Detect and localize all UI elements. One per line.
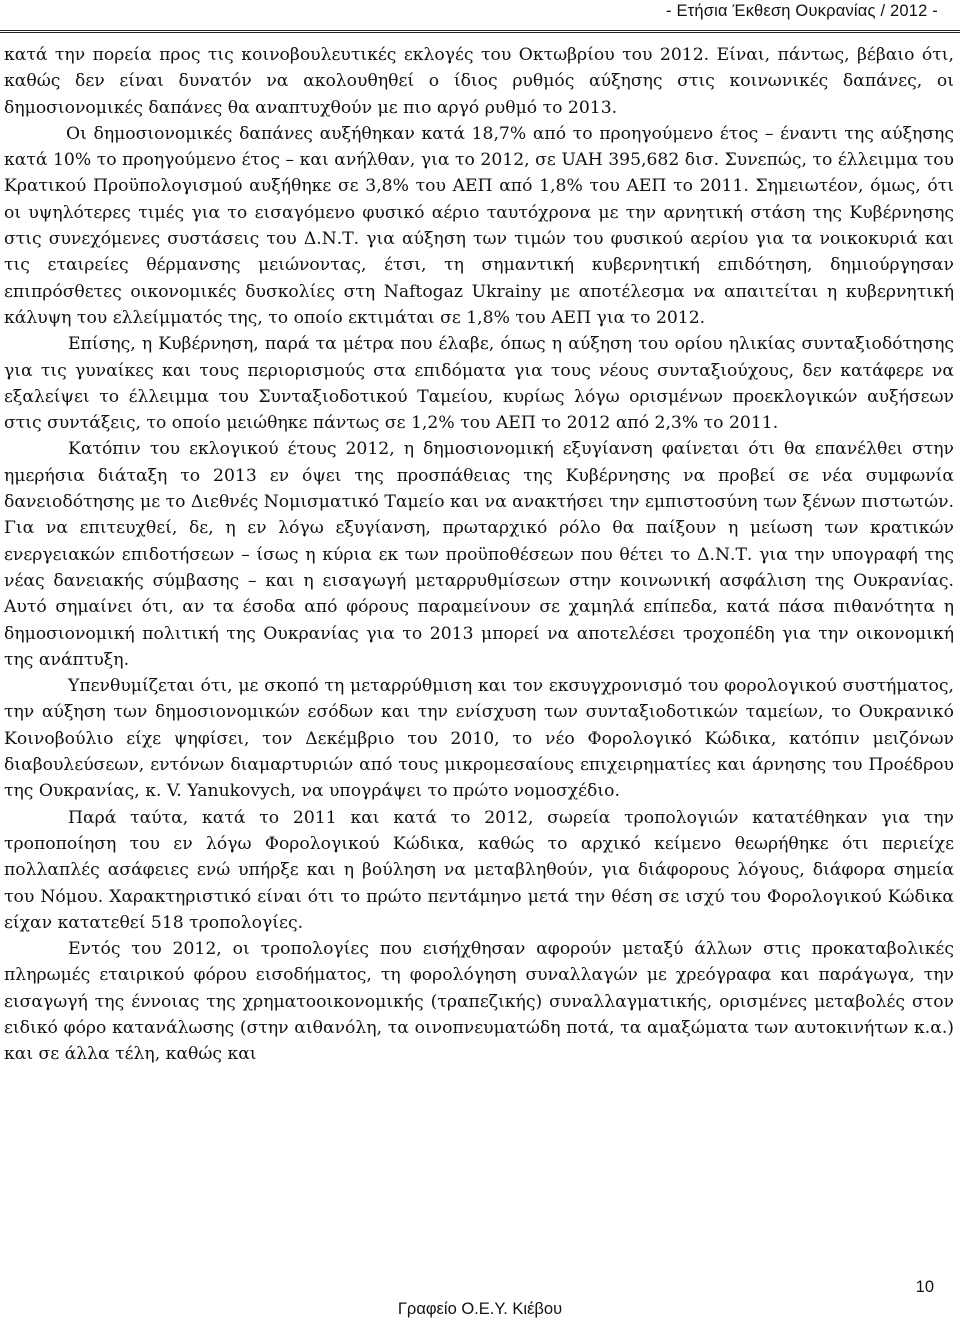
paragraph: Επίσης, η Κυβέρνηση, παρά τα μέτρα που έλαβε, όπως η αύξηση του ορίου ηλικίας συνταξιοδότησης για τις γυναίκες και τους περιορισμούς στα επιδόματα για τους νέους συνταξιούχους, δεν κατάφερε να εξαλείψει το έλλειμμα του Συνταξιοδοτικού Ταμείου, κυρίως λόγω ορισμένων προεκλογικών αυξήσεων στις συντάξεις, το οποίο μειώθηκε πάντως σε 1,2% του ΑΕΠ το 2012 από 2,3% το 2011. [4,334,954,434]
body-text [4,42,954,1068]
paragraph-continuation: κατά την πορεία προς τις κοινοβουλευτικές εκλογές του Οκτωβρίου του 2012. Είναι, πάντως, βέβαιο ότι, καθώς δεν είναι δυνατόν να ακολουθηθεί ο ίδιος ρυθμός αύξησης στις κοινωνικές δαπάνες, οι δημοσιονομικές δαπάνες θα αναπτυχθούν με πιο αργό ρυθμό το 2013. [4,45,954,118]
paragraph: Οι δημοσιονομικές δαπάνες αυξήθηκαν κατά 18,7% από το προηγούμενο έτος – έναντι της αύξησης κατά 10% το προηγούμενο έτος – και ανήλθαν, για το 2012, σε UAH 395,682 δισ. Συνεπώς, το έλλειμμα του Κρατικού Προϋπολογισμού αυξήθηκε σε 3,8% του ΑΕΠ από 1,8% του ΑΕΠ το 2011. Σημειωτέον, όμως, ότι οι υψηλότερες τιμές για το εισαγόμενο φυσικό αέριο ταυτόχρονα με την αρνητική στάση της Κυβέρνησης στις συνεχόμενες συστάσεις του Δ.Ν.Τ. για αύξηση των τιμών του φυσικού αερίου για τα νοικοκυριά και τις εταιρείες θέρμανσης μειώνοντας, έτσι, τη σημαντική κυβερνητική επιδότηση, δημιούργησαν επιπρόσθετες οικονομικές δυσκολίες στη Naftogaz Ukrainy με αποτέλεσμα να απαιτείται η κυβερνητική κάλυψη του ελλείμματός της, το οποίο εκτιμάται σε 1,8% του ΑΕΠ για το 2012. [4,123,954,328]
page-number: 10 [915,1278,934,1296]
footer-office: Γραφείο Ο.Ε.Υ. Κιέβου [397,1300,563,1318]
header-rule [0,30,960,33]
paragraph: Υπενθυμίζεται ότι, με σκοπό τη μεταρρύθμιση και τον εκσυγχρονισμό του φορολογικού συστήματος, την αύξηση των δημοσιονομικών εσόδων και την ενίσχυση των συνταξιοδοτικών ταμείων, το Ουκρανικό Κοινοβούλιο είχε ψηφίσει, τον Δεκέμβριο του 2010, το νέο Φορολογικό Κώδικα, κατόπιν μειζόνων διαβουλεύσεων, εντόνων διαμαρτυριών από τους μικρομεσαίους επιχειρηματίες και άρνησης του Προέδρου της Ουκρανίας, κ. V. Yanukovych, να υπογράψει το πρώτο νομοσχέδιο. [4,676,954,802]
paragraph: Παρά ταύτα, κατά το 2011 και κατά το 2012, σωρεία τροπολογιών κατατέθηκαν για την τροποποίηση του εν λόγω Φορολογικού Κώδικα, καθώς το αρχικό κείμενο θεωρήθηκε ότι περιείχε πολλαπλές ασάφειες ενώ υπήρξε και η βούληση να μεταβληθούν, για διάφορους λόγους, διάφορα σημεία του Νόμου. Χαρακτηριστικό είναι ότι το πρώτο πεντάμηνο μετά την θέση σε ισχύ του Φορολογικού Κώδικα είχαν κατατεθεί 518 τροπολογίες. [4,807,954,933]
paragraph: Εντός του 2012, οι τροπολογίες που εισήχθησαν αφορούν μεταξύ άλλων στις προκαταβολικές πληρωμές εταιρικού φόρου εισοδήματος, τη φορολόγηση συναλλαγών με χρεόγραφα και παράγωγα, την εισαγωγή της έννοιας της χρηματοοικονομικής (τραπεζικής) συναλλαγματικής, ορισμένες μεταβολές στον ειδικό φόρο κατανάλωσης (στην αιθανόλη, τα οινοπνευματώδη ποτά, τα αμαξώματα των αυτοκινήτων κ.α.) και σε άλλα τέλη, καθώς και [4,939,954,1065]
paragraph: Κατόπιν του εκλογικού έτους 2012, η δημοσιονομική εξυγίανση φαίνεται ότι θα επανέλθει στην ημερήσια διάταξη το 2013 εν όψει της προσπάθειας της Κυβέρνησης να προβεί σε νέα συμφωνία δανειοδότησης με το Διεθνές Νομισματικό Ταμείο και να ανακτήσει την εμπιστοσύνη των ξένων πιστωτών. Για να επιτευχθεί, δε, η εν λόγω εξυγίανση, πρωταρχικό ρόλο θα παίξουν η μείωση των κρατικών ενεργειακών επιδοτήσεων – ίσως η κύρια εκ των προϋποθέσεων που θέτει το Δ.Ν.Τ. για την υπογραφή της νέας δανειακής σύμβασης – και η εισαγωγή μεταρρυθμίσεων στην κοινωνική ασφάλιση της Ουκρανίας. Αυτό σημαίνει ότι, αν τα έσοδα από φόρους παραμείνουν σε χαμηλά επίπεδα, κατά πάσα πιθανότητα η δημοσιονομική πολιτική της Ουκρανίας για το 2013 μπορεί να αποτελέσει τροχοπέδη για την οικονομική της ανάπτυξη. [4,439,954,670]
running-header: - Ετήσια Έκθεση Ουκρανίας / 2012 - [666,2,938,20]
